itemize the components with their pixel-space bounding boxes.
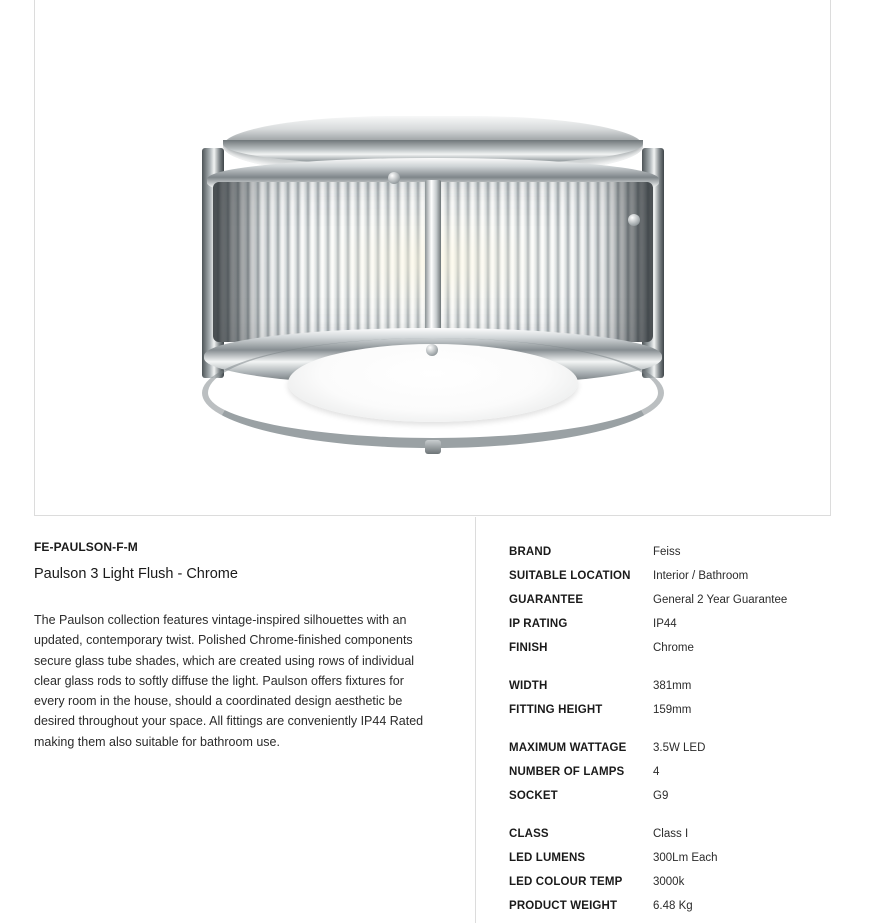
spec-row (509, 588, 831, 612)
product-description: The Paulson collection features vintage-inspired silhouettes with an updated, contemporary twist. Polished Chrome-finished components secure glass tube shades, which are created using rows of individual clear glass rods to softly diffuse the light. Paulson offers fixtures for every room in the house, should a coordinated design aesthetic be desired throughout your space. All fittings are conveniently IP44 Rated making them also suitable for bathroom use. (34, 613, 424, 749)
spec-row (509, 784, 831, 808)
spec-label: WIDTH (509, 680, 548, 692)
product-image-panel (34, 0, 831, 516)
spec-group-gap (509, 808, 831, 822)
spec-row (509, 698, 831, 722)
spec-value: 381mm (653, 680, 692, 692)
drum-shadow-left (213, 182, 259, 342)
screw-icon (388, 172, 400, 184)
screw-icon (628, 214, 640, 226)
specifications-column (475, 517, 831, 923)
spec-value: 6.48 Kg (653, 900, 693, 912)
spec-row (509, 846, 831, 870)
spec-label: MAXIMUM WATTAGE (509, 742, 627, 754)
spec-label: BRAND (509, 546, 552, 558)
center-chrome-rod (425, 180, 441, 346)
spec-group-gap (509, 660, 831, 674)
product-details-section (34, 517, 831, 923)
drum-shadow-right (607, 182, 653, 342)
spec-row (509, 564, 831, 588)
spec-row (509, 612, 831, 636)
spec-value: G9 (653, 790, 669, 802)
spec-group-gap (509, 722, 831, 736)
spec-label: NUMBER OF LAMPS (509, 766, 625, 778)
spec-value: IP44 (653, 618, 677, 630)
spec-label: PRODUCT WEIGHT (509, 900, 618, 912)
spec-value: Chrome (653, 642, 694, 654)
spec-value: Interior / Bathroom (653, 570, 749, 582)
spec-row (509, 636, 831, 660)
spec-row (509, 540, 831, 564)
spec-label: FINISH (509, 642, 548, 654)
spec-value: 300Lm Each (653, 852, 718, 864)
screw-icon (426, 344, 438, 356)
spec-label: LED COLOUR TEMP (509, 876, 623, 888)
spec-value: 3.5W LED (653, 742, 706, 754)
spec-row (509, 870, 831, 894)
spec-label: SUITABLE LOCATION (509, 570, 631, 582)
spec-value: 159mm (653, 704, 692, 716)
spec-label: FITTING HEIGHT (509, 704, 603, 716)
spec-value: 4 (653, 766, 660, 778)
product-image (183, 58, 683, 458)
spec-row (509, 894, 831, 918)
spec-label: IP RATING (509, 618, 568, 630)
spec-value: Class I (653, 828, 689, 840)
spec-value: Feiss (653, 546, 681, 558)
spec-label: GUARANTEE (509, 594, 584, 606)
spec-value: General 2 Year Guarantee (653, 594, 788, 606)
product-title: Paulson 3 Light Flush - Chrome (34, 566, 238, 582)
spec-label: LED LUMENS (509, 852, 586, 864)
specifications-table (509, 540, 831, 918)
spec-row (509, 760, 831, 784)
spec-value: 3000k (653, 876, 685, 888)
product-sku: FE-PAULSON-F-M (34, 540, 138, 554)
spec-row (509, 674, 831, 698)
spec-label: CLASS (509, 828, 549, 840)
product-description-column (34, 517, 475, 923)
spec-label: SOCKET (509, 790, 558, 802)
spec-row (509, 736, 831, 760)
spec-row (509, 822, 831, 846)
ceiling-light-illustration (198, 88, 668, 418)
finial (425, 440, 441, 454)
